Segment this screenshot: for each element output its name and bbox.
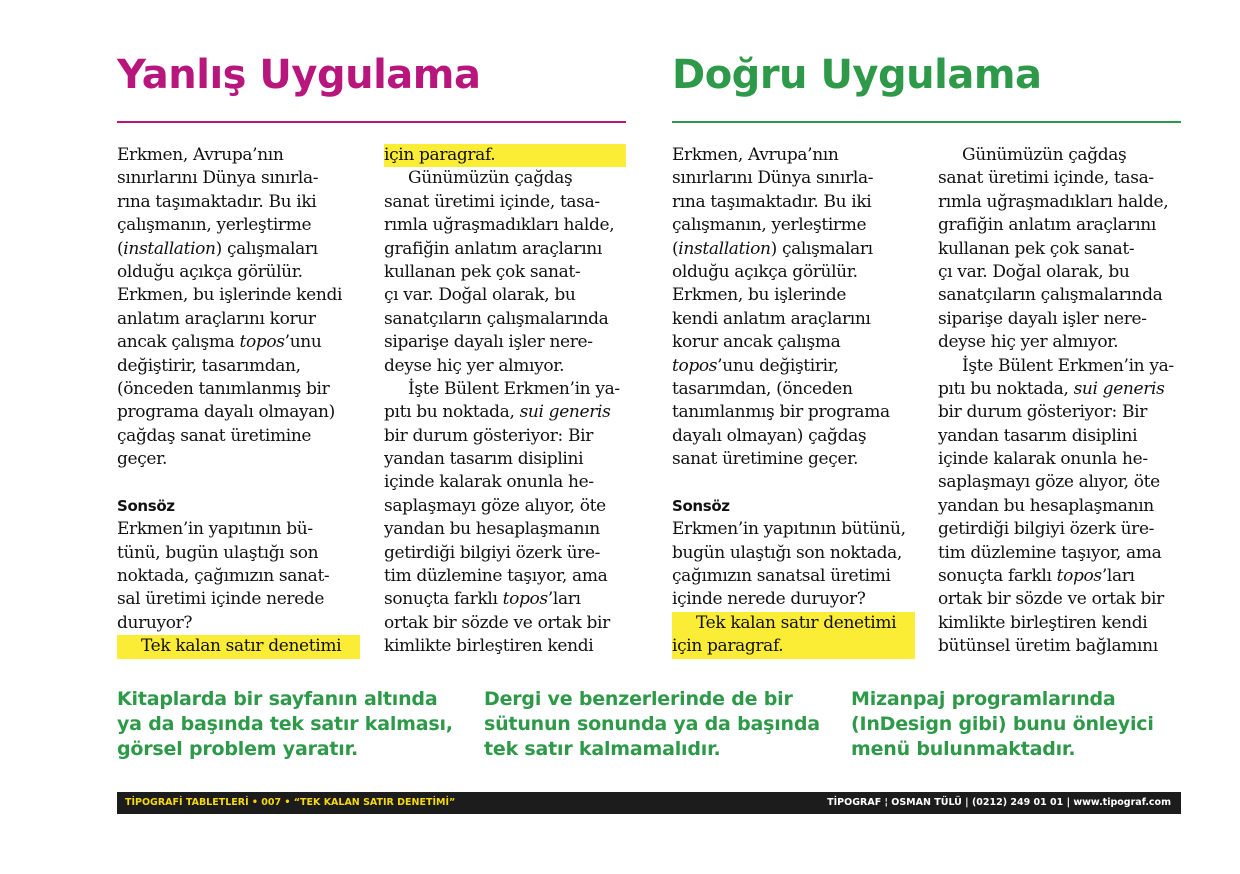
text-line: siparişe dayalı işler nere- (938, 308, 1147, 329)
footer-right-text: TİPOGRAF ¦ OSMAN TÜLÜ | (0212) 249 01 01 | www.tipograf.com (827, 797, 1171, 808)
text-line: kimlikte birleştiren kendi (938, 612, 1148, 633)
section-heading: Sonsöz (117, 496, 175, 515)
text-line: programa dayalı olmayan) (117, 402, 335, 423)
text-line: sınırlarını Dünya sınırla- (117, 168, 319, 189)
text-line: sanat üretimi içinde, tasa- (938, 168, 1154, 189)
text-line: noktada, çağımızın sanat- (117, 566, 330, 587)
text-line: rımla uğraşmadıkları halde, (384, 215, 615, 236)
text-line: grafiğin anlatım araçlarını (384, 238, 602, 259)
caption-line: Mizanpaj programlarında (851, 688, 1116, 710)
text-line: çı var. Doğal olarak, bu (384, 285, 576, 306)
text-line: yandan bu hesaplaşmanın (384, 519, 600, 540)
text-line: bir durum gösteriyor: Bir (938, 402, 1147, 423)
text-line (672, 238, 915, 261)
text-line: rımla uğraşmadıkları halde, (938, 191, 1169, 212)
text-span: ( (672, 238, 679, 259)
text-span: sonuçta farklı (938, 566, 1057, 587)
blank-line (672, 471, 915, 494)
right-title: Doğru Uygulama (672, 52, 1042, 98)
text-line: tünü, bugün ulaştığı son (117, 542, 319, 563)
text-line: tasarımdan, (önceden (672, 378, 853, 399)
text-line: çalışmanın, yerleştirme (672, 215, 867, 236)
caption-line: menü bulunmaktadır. (851, 738, 1076, 760)
text-span: topos (672, 355, 718, 376)
footer-bar (117, 792, 1181, 814)
right-column-1 (672, 144, 915, 659)
text-line: değiştirir, tasarımdan, (117, 355, 301, 376)
caption-line: (InDesign gibi) bunu önleyici (851, 713, 1154, 735)
text-line: içinde nerede duruyor? (672, 589, 866, 610)
text-span: installation (678, 238, 771, 259)
text-line: ortak bir sözde ve ortak bir (938, 589, 1164, 610)
text-line: bütünsel üretim bağlamını (938, 636, 1158, 657)
caption-3 (851, 687, 1191, 762)
text-span: sui generis (519, 402, 611, 423)
text-span: ’ları (1101, 566, 1135, 587)
text-line: getirdiği bilgiyi özerk üre- (938, 519, 1155, 540)
right-title-rule (672, 121, 1181, 123)
text-line: Tek kalan satır denetimi (117, 635, 360, 658)
caption-2 (484, 687, 834, 762)
text-line: bir durum gösteriyor: Bir (384, 425, 593, 446)
text-line: deyse hiç yer almıyor. (384, 355, 565, 376)
text-line: çağdaş sanat üretimine (117, 425, 312, 446)
text-line: olduğu açıkça görülür. (672, 261, 858, 282)
footer-left-text: TİPOGRAFİ TABLETLERİ • 007 • “TEK KALAN SATIR DENETİMİ” (125, 797, 456, 808)
text-span: installation (123, 238, 216, 259)
wrong-column-1 (117, 144, 360, 659)
text-span: topos (1056, 566, 1102, 587)
text-line: dayalı olmayan) çağdaş (672, 425, 867, 446)
text-line: sanatçıların çalışmalarında (938, 285, 1163, 306)
text-line: İşte Bülent Erkmen’in ya- (408, 378, 620, 399)
text-line: içinde kalarak onunla he- (384, 472, 594, 493)
text-line: rına taşımaktadır. Bu iki (672, 191, 872, 212)
text-line: kullanan pek çok sanat- (384, 261, 581, 282)
text-line (938, 565, 1181, 588)
text-line: çı var. Doğal olarak, bu (938, 261, 1130, 282)
text-line (672, 355, 915, 378)
text-line: olduğu açıkça görülür. (117, 261, 303, 282)
text-span: ’ları (547, 589, 581, 610)
text-line: yandan tasarım disiplini (384, 449, 584, 470)
text-line: Tek kalan satır denetimi (672, 612, 915, 635)
wrong-title-rule (117, 121, 626, 123)
text-line: duruyor? (117, 612, 193, 633)
caption-1 (117, 687, 467, 762)
text-line: Erkmen, Avrupa’nın (117, 145, 284, 165)
text-line: kimlikte birleştiren kendi (384, 636, 594, 657)
text-line: grafiğin anlatım araçlarını (938, 215, 1156, 236)
text-line: Erkmen, Avrupa’nın (672, 145, 839, 165)
text-line (384, 588, 626, 611)
text-line: Erkmen, bu işlerinde (672, 285, 847, 306)
text-line: yandan bu hesaplaşmanın (938, 495, 1154, 516)
text-line: tim düzlemine taşıyor, ama (384, 566, 608, 587)
wrong-column-2 (384, 144, 626, 659)
text-line: için paragraf. (672, 635, 915, 658)
text-line: Erkmen’in yapıtının bü- (117, 519, 313, 540)
text-line: korur ancak çalışma (672, 332, 841, 353)
text-line: sanat üretimine geçer. (672, 449, 859, 470)
text-span: ’unu değiştirir, (717, 355, 839, 376)
text-span: pıtı bu noktada, (938, 378, 1074, 399)
text-line (938, 378, 1181, 401)
caption-line: ya da başında tek satır kalması, (117, 713, 453, 735)
text-line: tim düzlemine taşıyor, ama (938, 542, 1162, 563)
text-line: kullanan pek çok sanat- (938, 238, 1135, 259)
blank-line (117, 471, 360, 494)
text-line: çalışmanın, yerleştirme (117, 215, 312, 236)
text-line: (önceden tanımlanmış bir (117, 378, 330, 399)
wrong-title: Yanlış Uygulama (117, 52, 481, 98)
text-line: bugün ulaştığı son noktada, (672, 542, 902, 563)
text-line: Günümüzün çağdaş (408, 168, 573, 189)
text-span: pıtı bu noktada, (384, 402, 520, 423)
text-span: ) çalışmaları (770, 238, 873, 259)
text-line: getirdiği bilgiyi özerk üre- (384, 542, 601, 563)
text-span: topos (239, 332, 285, 353)
text-span: sonuçta farklı (384, 589, 503, 610)
text-span: ’unu (284, 332, 322, 353)
text-span: ( (117, 238, 124, 259)
text-line: Erkmen’in yapıtının bütünü, (672, 519, 906, 540)
text-line (117, 331, 360, 354)
caption-line: Dergi ve benzerlerinde de bir (484, 688, 793, 710)
text-span: ) çalışmaları (215, 238, 318, 259)
text-line: saplaşmayı göze alıyor, öte (384, 495, 606, 516)
text-line: rına taşımaktadır. Bu iki (117, 191, 317, 212)
text-line: tanımlanmış bir programa (672, 402, 890, 423)
right-column-2 (938, 144, 1181, 659)
caption-line: sütunun sonunda ya da başında (484, 713, 820, 735)
caption-line: Kitaplarda bir sayfanın altında (117, 688, 438, 710)
text-line: için paragraf. (384, 144, 626, 167)
text-span: sui generis (1073, 378, 1165, 399)
text-span: topos (502, 589, 548, 610)
text-line: İşte Bülent Erkmen’in ya- (962, 355, 1174, 376)
text-line: ortak bir sözde ve ortak bir (384, 612, 610, 633)
caption-line: tek satır kalmamalıdır. (484, 738, 721, 760)
text-line: anlatım araçlarını korur (117, 308, 316, 329)
text-line: yandan tasarım disiplini (938, 425, 1138, 446)
text-span: ancak çalışma (117, 332, 240, 353)
text-line (117, 238, 360, 261)
text-line: sanat üretimi içinde, tasa- (384, 191, 600, 212)
text-line: kendi anlatım araçlarını (672, 308, 871, 329)
text-line: deyse hiç yer almıyor. (938, 332, 1119, 353)
caption-line: görsel problem yaratır. (117, 738, 359, 760)
text-line: Günümüzün çağdaş (962, 145, 1127, 165)
text-line: Erkmen, bu işlerinde kendi (117, 285, 343, 306)
text-line: siparişe dayalı işler nere- (384, 332, 593, 353)
text-line: çağımızın sanatsal üretimi (672, 566, 891, 587)
text-line: geçer. (117, 449, 168, 470)
text-line: sanatçıların çalışmalarında (384, 308, 609, 329)
text-line: içinde kalarak onunla he- (938, 449, 1148, 470)
section-heading: Sonsöz (672, 496, 730, 515)
text-line: saplaşmayı göze alıyor, öte (938, 472, 1160, 493)
text-line (384, 401, 626, 424)
text-line: sal üretimi içinde nerede (117, 589, 325, 610)
text-line: sınırlarını Dünya sınırla- (672, 168, 874, 189)
